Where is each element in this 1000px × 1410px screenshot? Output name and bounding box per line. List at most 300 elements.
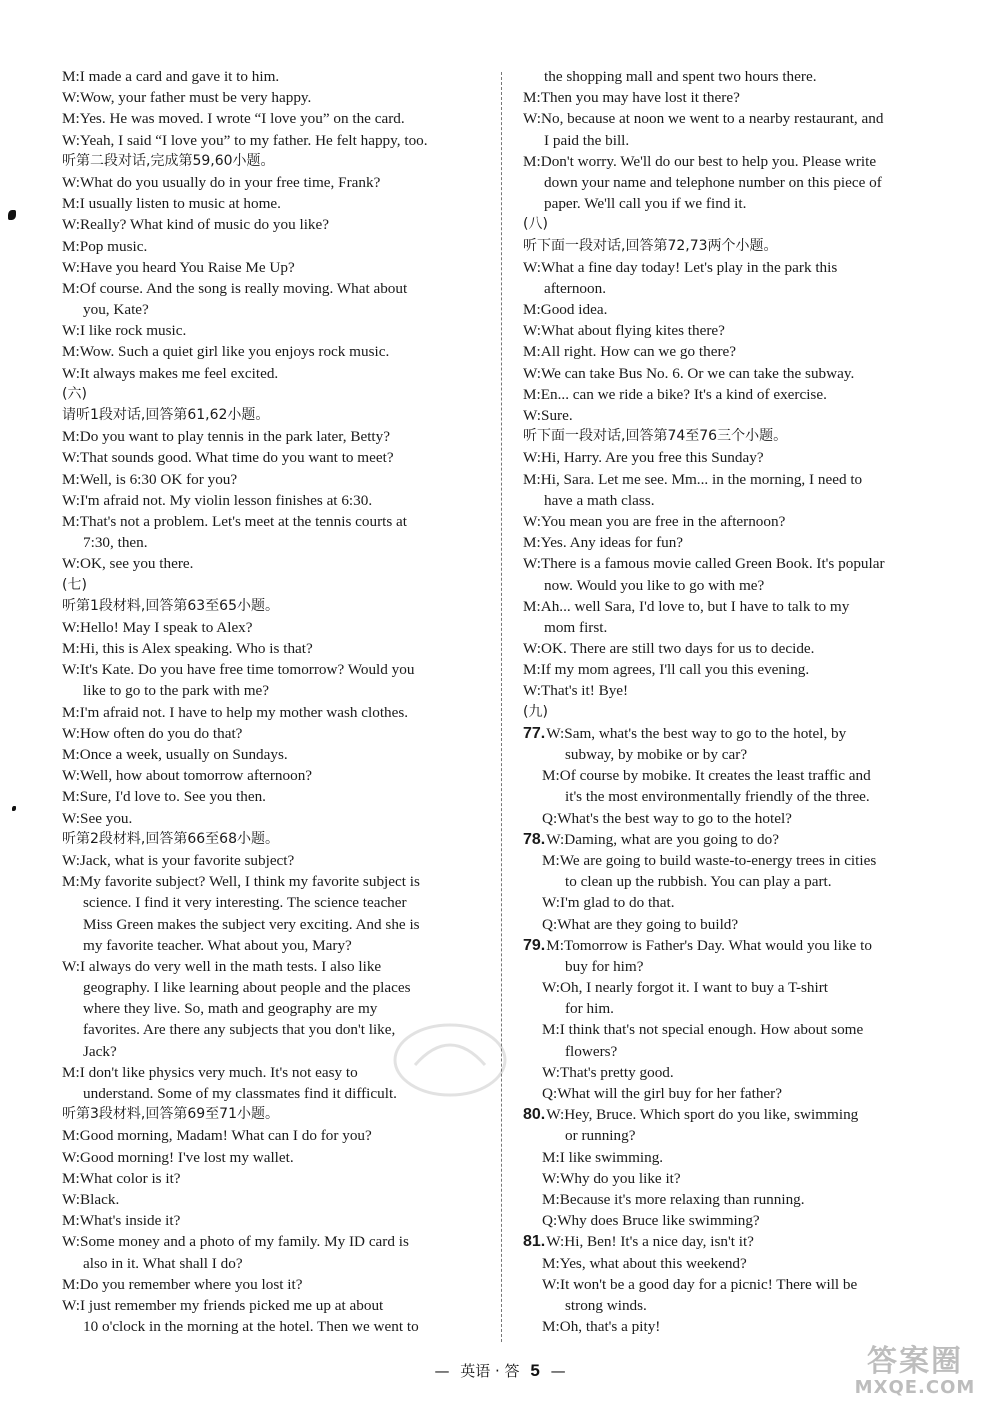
speaker-label: W	[523, 322, 537, 340]
speaker-colon: :	[536, 301, 541, 319]
dialogue-text: Pop music.	[79, 237, 148, 255]
speaker-label: M	[542, 767, 556, 785]
dialogue-line	[523, 1210, 943, 1231]
dialogue-text: I like rock music.	[80, 322, 187, 340]
speaker-colon: :	[75, 364, 81, 382]
dialogue-line	[523, 320, 943, 341]
dialogue-text: Of course by mobike. It creates the least traffic and	[559, 767, 871, 785]
speaker-colon: :	[552, 1085, 558, 1102]
dialogue-line	[523, 108, 943, 129]
dialogue-line	[62, 66, 482, 87]
speaker-colon: :	[75, 1296, 81, 1314]
dialogue-line	[523, 596, 943, 617]
dialogue-line	[523, 384, 943, 405]
dialogue-text: All right. How can we go there?	[540, 343, 737, 361]
dialogue-line	[62, 723, 482, 744]
speaker-colon: :	[555, 851, 560, 869]
dialogue-continuation: geography. I like learning about people and the places	[83, 979, 411, 997]
dialogue-line	[62, 257, 482, 278]
speaker-colon: :	[536, 640, 542, 658]
speaker-label: W	[62, 322, 76, 340]
dialogue-text: Well, how about tomorrow afternoon?	[80, 767, 313, 785]
dialogue-text: Good morning, Madam! What can I do for you?	[79, 1127, 372, 1145]
dialogue-text: Good idea.	[540, 301, 608, 319]
dialogue-line	[523, 341, 943, 362]
dialogue-continuation: understand. Some of my classmates find it difficult.	[83, 1085, 397, 1102]
dialogue-line	[523, 914, 943, 935]
binding-mark	[8, 210, 16, 220]
dialogue-line	[62, 193, 482, 214]
dialogue-continuation: my favorite teacher. What about you, Mary?	[83, 936, 352, 954]
question-number: 80.	[523, 1106, 546, 1124]
speaker-colon: :	[75, 89, 81, 107]
dialogue-continuation: where they live. So, math and geography are my	[83, 1000, 378, 1018]
speaker-label: W	[62, 89, 76, 107]
speaker-label: W	[62, 1233, 76, 1251]
speaker-label: M	[62, 1169, 76, 1187]
speaker-label: M	[542, 1021, 556, 1039]
speaker-colon: :	[560, 1233, 565, 1251]
dialogue-line	[62, 469, 482, 490]
dialogue-line	[523, 1083, 943, 1104]
dialogue-line	[523, 447, 943, 468]
speaker-label: Q	[542, 1212, 553, 1230]
dialogue-text: I don't like physics very much. It's not easy to	[79, 1063, 358, 1081]
dialogue-line	[62, 553, 482, 574]
dialogue-line	[62, 702, 482, 723]
speaker-label: M	[523, 470, 537, 488]
dialogue-continuation: Jack?	[83, 1042, 117, 1060]
dialogue-line	[523, 1253, 943, 1274]
dialogue-continuation: also in it. What shall I do?	[83, 1254, 243, 1272]
dialogue-text: Hi, this is Alex speaking. Who is that?	[79, 640, 313, 658]
speaker-label: M	[62, 512, 76, 530]
speaker-colon: :	[75, 555, 81, 573]
speaker-colon: :	[536, 555, 542, 573]
dialogue-text: Then you may have lost it there?	[540, 89, 740, 107]
speaker-colon: :	[559, 936, 564, 954]
speaker-label: W	[62, 173, 76, 191]
dialogue-line	[62, 447, 482, 468]
dialogue-line	[523, 299, 943, 320]
speaker-colon: :	[75, 110, 80, 128]
dialogue-line	[62, 320, 482, 341]
watermark	[840, 1346, 990, 1402]
dialogue-line	[62, 744, 482, 765]
dialogue-line	[523, 1168, 943, 1189]
speaker-label: W	[62, 131, 76, 149]
speaker-label: W	[542, 979, 556, 997]
speaker-label: W	[523, 364, 537, 382]
dialogue-line	[62, 278, 482, 299]
speaker-label: M	[523, 152, 537, 170]
dialogue-text: Why do you like it?	[560, 1169, 681, 1187]
dialogue-continuation: 7:30, then.	[83, 534, 148, 552]
dialogue-line	[62, 850, 482, 871]
dialogue-line	[523, 1147, 943, 1168]
speaker-label: W	[62, 618, 76, 636]
speaker-label: M	[62, 279, 76, 297]
speaker-colon: :	[75, 640, 80, 658]
speaker-label: W	[62, 216, 76, 234]
speaker-colon: :	[536, 364, 542, 382]
dialogue-line	[523, 257, 943, 278]
dialogue-line	[523, 363, 943, 384]
dialogue-text: Wow, your father must be very happy.	[80, 89, 312, 107]
speaker-colon: :	[75, 1233, 81, 1251]
dialogue-line	[523, 1316, 943, 1337]
speaker-colon: :	[555, 1021, 560, 1039]
speaker-label: W	[546, 1233, 561, 1251]
speaker-label: M	[62, 1063, 76, 1081]
dialogue-text: If my mom agrees, I'll call you this evening.	[540, 661, 810, 679]
dialogue-line	[62, 1125, 482, 1146]
speaker-colon: :	[75, 470, 80, 488]
speaker-colon: :	[536, 597, 541, 615]
left-column	[62, 66, 482, 1337]
dialogue-continuation: afternoon.	[544, 279, 606, 297]
speaker-colon: :	[552, 1212, 558, 1230]
dialogue-text: We can take Bus No. 6. Or we can take the subway.	[541, 364, 855, 382]
dialogue-text: Some money and a photo of my family. My ID card is	[80, 1233, 409, 1251]
speaker-colon: :	[75, 1275, 80, 1293]
speaker-label: W	[62, 1190, 76, 1208]
speaker-label: W	[542, 1169, 556, 1187]
speaker-label: W	[62, 258, 76, 276]
speaker-label: W	[62, 364, 76, 382]
speaker-label: M	[62, 788, 76, 806]
dialogue-continuation: like to go to the park with me?	[83, 682, 270, 700]
speaker-label: W	[62, 1296, 76, 1314]
dialogue-text: Hi, Sara. Let me see. Mm... in the morning, I need to	[540, 470, 863, 488]
speaker-colon: :	[75, 322, 81, 340]
speaker-colon: :	[552, 809, 558, 827]
dialogue-continuation: or running?	[565, 1127, 636, 1145]
speaker-colon: :	[75, 491, 81, 509]
speaker-colon: :	[536, 385, 541, 403]
dialogue-text: Yeah, I said “I love you” to my father. He felt happy, too.	[80, 131, 428, 149]
dialogue-line	[62, 956, 482, 977]
speaker-colon: :	[75, 957, 81, 975]
speaker-colon: :	[75, 873, 80, 891]
speaker-label: W	[546, 1106, 561, 1124]
dialogue-text: What about flying kites there?	[541, 322, 725, 340]
question-line	[523, 1104, 943, 1125]
dialogue-line	[62, 1147, 482, 1168]
dialogue-line	[62, 617, 482, 638]
speaker-colon: :	[75, 1169, 80, 1187]
dialogue-continuation: it's the most environmentally friendly of the three.	[565, 788, 870, 806]
speaker-colon: :	[536, 682, 542, 700]
dialogue-text: Hey, Bruce. Which sport do you like, swimming	[564, 1106, 859, 1124]
dialogue-line	[62, 236, 482, 257]
dialogue-text: That's it! Bye!	[541, 682, 629, 700]
dialogue-text: Black.	[80, 1190, 120, 1208]
speaker-colon: :	[75, 216, 81, 234]
speaker-label: M	[546, 936, 560, 954]
dialogue-text: Hi, Ben! It's a nice day, isn't it?	[564, 1233, 754, 1251]
dialogue-text: I'm glad to do that.	[560, 894, 675, 912]
speaker-label: M	[542, 1190, 556, 1208]
dialogue-text: OK. There are still two days for us to decide.	[541, 640, 815, 658]
dialogue-text: It's Kate. Do you have free time tomorrow? Would you	[80, 661, 415, 679]
dialogue-line	[523, 553, 943, 574]
speaker-label: M	[523, 89, 537, 107]
speaker-colon: :	[555, 1169, 561, 1187]
section-heading: (七)	[62, 576, 87, 593]
speaker-label: M	[62, 746, 76, 763]
speaker-colon: :	[536, 470, 541, 488]
speaker-label: W	[546, 724, 561, 742]
dialogue-line	[523, 1062, 943, 1083]
dialogue-text: I'm afraid not. I have to help my mother wash clothes.	[79, 703, 409, 721]
dialogue-text: Of course. And the song is really moving. What about	[79, 279, 408, 297]
speaker-colon: :	[555, 1318, 560, 1336]
dialogue-text: How often do you do that?	[80, 724, 243, 742]
column-divider	[501, 72, 502, 1342]
speaker-colon: :	[75, 512, 80, 530]
right-column	[523, 66, 943, 1337]
speaker-label: M	[62, 703, 76, 721]
dialogue-line	[62, 1189, 482, 1210]
speaker-label: M	[542, 1148, 556, 1166]
speaker-colon: :	[75, 809, 81, 827]
speaker-colon: :	[75, 851, 81, 869]
dialogue-line	[62, 426, 482, 447]
dialogue-text: What are they going to build?	[557, 915, 739, 933]
speaker-label: W	[62, 449, 76, 467]
speaker-colon: :	[75, 237, 80, 255]
dialogue-line	[523, 1274, 943, 1295]
dialogue-text: See you.	[80, 809, 133, 827]
dialogue-text: It always makes me feel excited.	[80, 364, 279, 382]
speaker-colon: :	[75, 724, 81, 742]
dialogue-text: Have you heard You Raise Me Up?	[80, 258, 295, 276]
dialogue-text: What will the girl buy for her father?	[557, 1085, 782, 1102]
speaker-label: M	[523, 661, 537, 679]
dialogue-text: Yes. He was moved. I wrote “I love you” on the card.	[79, 110, 405, 128]
speaker-colon: :	[555, 767, 560, 785]
dialogue-line	[62, 638, 482, 659]
page-number: 5	[530, 1361, 540, 1380]
speaker-colon: :	[75, 195, 80, 213]
section-heading: (八)	[523, 216, 548, 233]
speaker-colon: :	[75, 173, 81, 191]
speaker-colon: :	[75, 343, 80, 361]
speaker-colon: :	[555, 1190, 560, 1208]
section-heading: 听第1段材料,回答第63至65小题。	[62, 597, 279, 614]
dialogue-text: Once a week, usually on Sundays.	[79, 746, 288, 763]
speaker-label: M	[523, 597, 537, 615]
dialogue-line	[62, 1231, 482, 1252]
speaker-colon: :	[75, 1190, 81, 1208]
dialogue-text: There is a famous movie called Green Book. It's popular	[541, 555, 885, 573]
dialogue-line	[62, 363, 482, 384]
speaker-label: M	[62, 343, 76, 361]
dialogue-line	[62, 87, 482, 108]
dialogue-text: What do you usually do in your free time, Frank?	[80, 173, 381, 191]
dialogue-text: What color is it?	[79, 1169, 181, 1187]
watermark-logo-text: 答案圈	[867, 1344, 963, 1379]
dialogue-text: No, because at noon we went to a nearby restaurant, and	[541, 110, 884, 128]
dialogue-text: Daming, what are you going to do?	[564, 830, 779, 848]
speaker-label: Q	[542, 915, 553, 933]
section-heading: 听下面一段对话,回答第74至76三个小题。	[523, 428, 788, 445]
speaker-label: W	[523, 449, 537, 467]
speaker-label: M	[62, 237, 76, 255]
speaker-label: W	[62, 851, 76, 869]
speaker-colon: :	[552, 915, 558, 933]
question-number: 77.	[523, 724, 546, 742]
speaker-colon: :	[536, 258, 542, 276]
dialogue-text: Tomorrow is Father's Day. What would you like to	[564, 936, 872, 954]
dialogue-line	[523, 977, 943, 998]
speaker-label: W	[62, 555, 76, 573]
speaker-label: M	[62, 1127, 76, 1145]
speaker-colon: :	[536, 534, 541, 552]
speaker-label: M	[62, 68, 76, 85]
speaker-colon: :	[560, 724, 565, 742]
speaker-label: M	[542, 851, 556, 869]
speaker-colon: :	[555, 894, 561, 912]
speaker-colon: :	[536, 407, 542, 424]
speaker-label: M	[523, 301, 537, 319]
dialogue-continuation: now. Would you like to go with me?	[544, 576, 765, 594]
dialogue-line	[523, 1019, 943, 1040]
speaker-label: W	[523, 555, 537, 573]
dialogue-text: What's the best way to go to the hotel?	[557, 809, 792, 827]
speaker-label: W	[523, 407, 537, 424]
dialogue-text: That sounds good. What time do you want to meet?	[80, 449, 394, 467]
dialogue-line	[62, 214, 482, 235]
speaker-label: W	[62, 491, 76, 509]
question-number: 79.	[523, 936, 546, 954]
dialogue-line	[62, 871, 482, 892]
dialogue-text: Wow. Such a quiet girl like you enjoys rock music.	[79, 343, 390, 361]
speaker-colon: :	[75, 68, 80, 85]
speaker-colon: :	[75, 788, 80, 806]
dialogue-text: Good morning! I've lost my wallet.	[80, 1148, 294, 1166]
dialogue-text: Really? What kind of music do you like?	[80, 216, 330, 234]
dialogue-line	[62, 659, 482, 680]
section-heading: 听第3段材料,回答第69至71小题。	[62, 1106, 279, 1123]
speaker-colon: :	[75, 258, 81, 276]
dialogue-line	[523, 1189, 943, 1210]
dialogue-text: Yes, what about this weekend?	[559, 1254, 747, 1272]
dialogue-line	[62, 172, 482, 193]
speaker-label: W	[523, 110, 537, 128]
dialogue-text: I just remember my friends picked me up at about	[80, 1296, 384, 1314]
footer-dash-right: —	[550, 1362, 566, 1380]
dialogue-continuation: paper. We'll call you if we find it.	[544, 195, 747, 213]
dialogue-text: My favorite subject? Well, I think my favorite subject is	[79, 873, 420, 891]
speaker-colon: :	[75, 746, 80, 763]
dialogue-line	[523, 405, 943, 426]
section-heading: 听下面一段对话,回答第72,73两个小题。	[523, 237, 778, 254]
dialogue-text: That's not a problem. Let's meet at the tennis courts at	[79, 512, 408, 530]
dialogue-text: That's pretty good.	[560, 1063, 674, 1081]
speaker-colon: :	[75, 703, 80, 721]
speaker-label: M	[62, 873, 76, 891]
dialogue-text: I usually listen to music at home.	[79, 195, 281, 213]
speaker-colon: :	[555, 979, 561, 997]
dialogue-text: Oh, I nearly forgot it. I want to buy a T-shirt	[560, 979, 829, 997]
dialogue-line	[523, 511, 943, 532]
speaker-label: M	[523, 343, 537, 361]
dialogue-continuation: subway, by mobike or by car?	[565, 746, 748, 763]
dialogue-text: Sure, I'd love to. See you then.	[79, 788, 266, 806]
dialogue-line	[62, 511, 482, 532]
dialogue-line	[62, 341, 482, 362]
speaker-label: W	[542, 1275, 556, 1293]
dialogue-continuation: for him.	[565, 1000, 614, 1018]
dialogue-text: Do you remember where you lost it?	[79, 1275, 303, 1293]
dialogue-text: It won't be a good day for a picnic! There will be	[560, 1275, 858, 1293]
dialogue-line	[523, 892, 943, 913]
speaker-label: W	[62, 809, 76, 827]
dialogue-line	[523, 532, 943, 553]
dialogue-text: Why does Bruce like swimming?	[557, 1212, 760, 1230]
speaker-label: W	[542, 894, 556, 912]
speaker-colon: :	[75, 449, 81, 467]
speaker-colon: :	[555, 1275, 561, 1293]
dialogue-line	[523, 850, 943, 871]
speaker-label: M	[62, 195, 76, 213]
speaker-colon: :	[536, 449, 542, 467]
speaker-label: W	[523, 640, 537, 658]
speaker-colon: :	[536, 512, 542, 530]
dialogue-text: Hello! May I speak to Alex?	[80, 618, 253, 636]
section-heading: 听第二段对话,完成第59,60小题。	[62, 152, 275, 169]
speaker-colon: :	[75, 279, 80, 297]
dialogue-text: What's inside it?	[79, 1212, 181, 1230]
speaker-label: M	[62, 640, 76, 658]
dialogue-text: Because it's more relaxing than running.	[559, 1190, 805, 1208]
speaker-label: M	[542, 1318, 556, 1336]
dialogue-continuation: flowers?	[565, 1042, 618, 1060]
speaker-colon: :	[536, 89, 541, 107]
dialogue-line	[523, 808, 943, 829]
speaker-label: W	[542, 1063, 556, 1081]
dialogue-line	[62, 130, 482, 151]
speaker-label: W	[523, 512, 537, 530]
speaker-colon: :	[555, 1254, 560, 1272]
watermark-url: MXQE.COM	[854, 1377, 976, 1398]
question-line	[523, 935, 943, 956]
speaker-label: M	[542, 1254, 556, 1272]
dialogue-text: Jack, what is your favorite subject?	[80, 851, 295, 869]
section-heading: 请听1段对话,回答第61,62小题。	[62, 407, 270, 423]
speaker-label: M	[62, 110, 76, 128]
speaker-colon: :	[536, 152, 541, 170]
speaker-colon: :	[75, 1063, 80, 1081]
speaker-label: W	[62, 724, 76, 742]
speaker-label: Q	[542, 809, 553, 827]
dialogue-text: We are going to build waste-to-energy trees in cities	[559, 851, 877, 869]
speaker-colon: :	[75, 1127, 80, 1145]
dialogue-text: Don't worry. We'll do our best to help you. Please write	[540, 152, 877, 170]
speaker-colon: :	[560, 1106, 565, 1124]
question-line	[523, 1231, 943, 1252]
dialogue-text: Oh, that's a pity!	[559, 1318, 661, 1336]
speaker-colon: :	[75, 661, 81, 679]
question-number: 78.	[523, 830, 546, 848]
speaker-label: M	[62, 470, 76, 488]
dialogue-text: Yes. Any ideas for fun?	[540, 534, 684, 552]
dialogue-line	[523, 680, 943, 701]
dialogue-continuation: mom first.	[544, 618, 608, 636]
dialogue-text: Hi, Harry. Are you free this Sunday?	[541, 449, 764, 467]
